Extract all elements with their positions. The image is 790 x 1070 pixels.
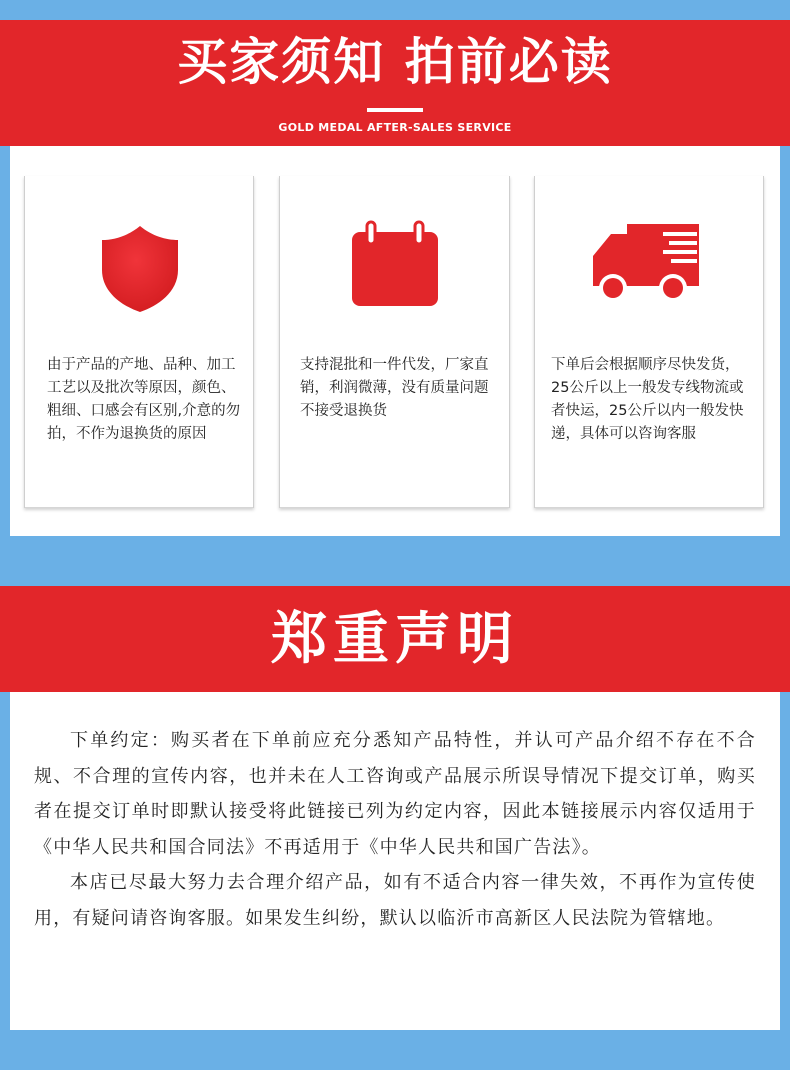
declaration-title: 郑重声明	[271, 607, 519, 672]
title-divider	[367, 108, 423, 112]
card-bottom-line	[280, 507, 509, 508]
card-bottom-line	[25, 507, 253, 508]
declaration-text	[34, 723, 756, 936]
notice-card-wholesale	[279, 176, 510, 508]
page-title: 买家须知 拍前必读	[177, 33, 613, 91]
shield-icon	[100, 224, 180, 314]
calendar-icon	[350, 220, 440, 308]
card-text: 下单后会根据顺序尽快发货，25公斤以上一般发专线物流或者快运，25公斤以内一般发快递，具体可以咨询客服	[551, 357, 744, 442]
declaration-paragraph: 本店已尽最大努力去合理介绍产品，如有不适合内容一律失效，不再作为宣传使用，有疑问请咨询客服。如果发生纠纷，默认以临沂市高新区人民法院为管辖地。	[34, 872, 756, 929]
card-text: 支持混批和一件代发，厂家直销，利润微薄，没有质量问题不接受退换货	[300, 357, 489, 419]
page-subtitle: GOLD MEDAL AFTER-SALES SERVICE	[278, 121, 512, 134]
truck-icon	[591, 220, 703, 310]
card-bottom-line	[535, 507, 763, 508]
notice-card-shipping	[534, 176, 764, 508]
declaration-paragraph: 下单约定：购买者在下单前应充分悉知产品特性，并认可产品介绍不存在不合规、不合理的宣传内容，也并未在人工咨询或产品展示所误导情况下提交订单，购买者在提交订单时即默认接受将此链接已列为约定内容，因此本链接展示内容仅适用于《中华人民共和国合同法》不再适用于《中华人民共和国广告法》。	[34, 730, 756, 858]
notice-card-quality	[24, 176, 254, 508]
card-text: 由于产品的产地、品种、加工工艺以及批次等原因，颜色、粗细、口感会有区别,介意的勿拍，不作为退换货的原因	[47, 357, 241, 442]
